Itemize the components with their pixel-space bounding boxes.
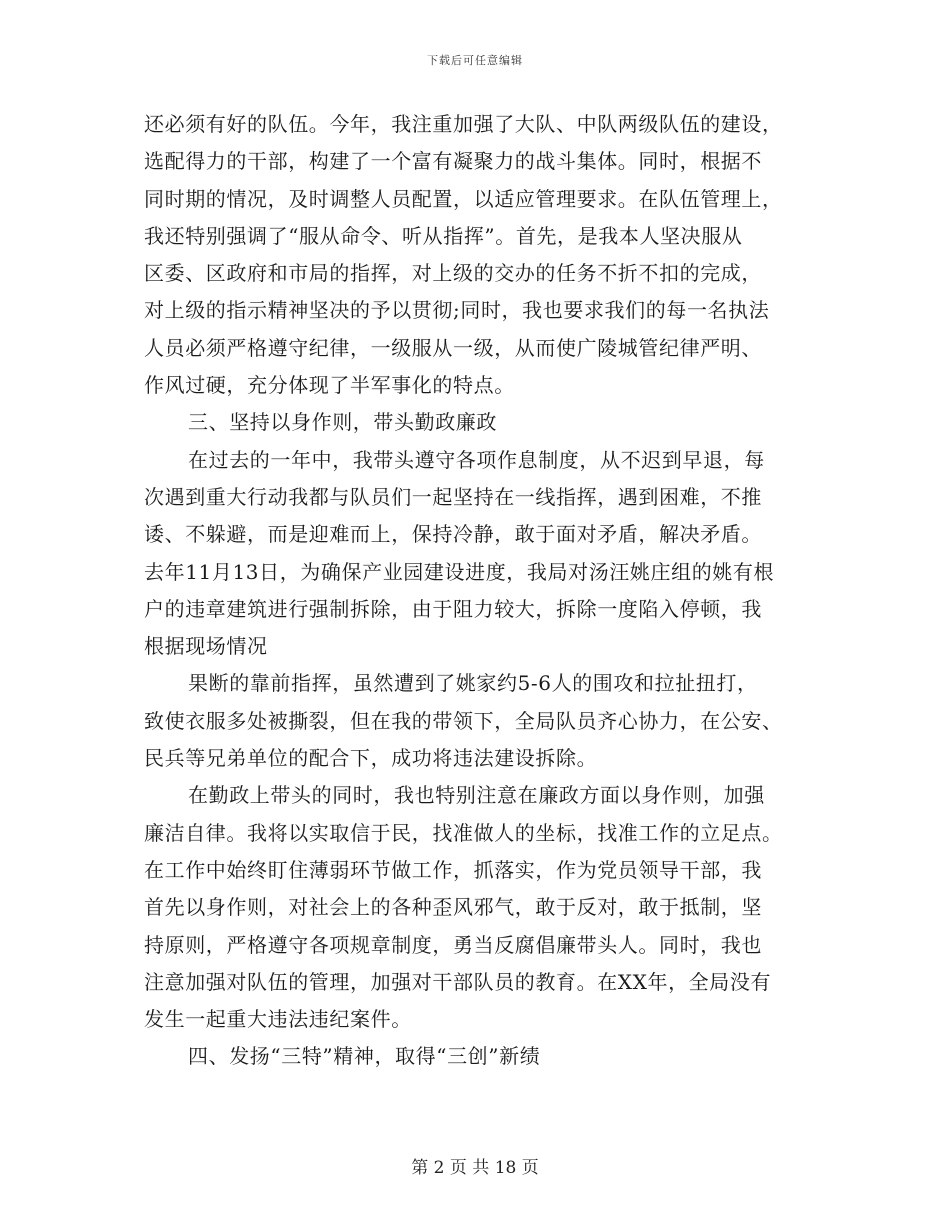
- text-line: 在过去的一年中，我带头遵守各项作息制度，从不迟到早退，每: [188, 447, 765, 472]
- text-line: 廉洁自律。我将以实取信于民，找准做人的坐标，找准工作的立足点。: [144, 820, 783, 845]
- text-line: 我还特别强调了“服从命令、听从指挥”。首先，是我本人坚决服从: [144, 223, 743, 248]
- text-line: 同时期的情况，及时调整人员配置，以适应管理要求。在队伍管理上，: [144, 186, 783, 211]
- text-line: 还必须有好的队伍。今年，我注重加强了大队、中队两级队伍的建设，: [144, 112, 783, 136]
- text-line: 民兵等兄弟单位的配合下，成功将违法建设拆除。: [144, 746, 598, 771]
- page-number: 第 2 页 共 18 页: [411, 1158, 539, 1178]
- text-line: 发生一起重大违法违纪案件。: [144, 1007, 412, 1032]
- section-heading: 三、坚持以身作则，带头勤政廉政: [188, 410, 497, 435]
- text-line: 致使衣服多处被撕裂，但在我的带领下，全局队员齐心协力，在公安、: [144, 708, 783, 733]
- text-line: 对上级的指示精神坚决的予以贯彻;同时，我也要求我们的每一名执法: [144, 298, 770, 323]
- document-body: [144, 106, 814, 1076]
- text-line: 在工作中始终盯住薄弱环节做工作，抓落实，作为党员领导干部，我: [144, 857, 762, 882]
- page-header: 下载后可任意编辑: [427, 54, 523, 67]
- text-line: 选配得力的干部，构建了一个富有凝聚力的战斗集体。同时，根据不: [144, 149, 762, 174]
- text-line: 诿、不躲避，而是迎难而上，保持冷静，敢于面对矛盾，解决矛盾。: [144, 522, 762, 547]
- text-line: 区委、区政府和市局的指挥，对上级的交办的任务不折不扣的完成，: [144, 261, 762, 286]
- text-line: 持原则，严格遵守各项规章制度，勇当反腐倡廉带头人。同时，我也: [144, 932, 762, 957]
- text-line: 次遇到重大行动我都与队员们一起坚持在一线指挥，遇到困难，不推: [144, 484, 762, 509]
- text-line: 根据现场情况: [144, 634, 268, 659]
- text-line: 人员必须严格遵守纪律，一级服从一级，从而使广陵城管纪律严明、: [144, 335, 762, 360]
- text-line: 首先以身作则，对社会上的各种歪风邪气，敢于反对，敢于抵制，坚: [144, 895, 762, 920]
- section-heading: 四、发扬“三特”精神，取得“三创”新绩: [188, 1044, 541, 1069]
- text-line: 果断的靠前指挥，虽然遭到了姚家约5-6人的围攻和拉扯扭打，: [188, 671, 758, 696]
- text-line: 在勤政上带头的同时，我也特别注意在廉政方面以身作则，加强: [188, 783, 765, 808]
- text-line: 注意加强对队伍的管理，加强对干部队员的教育。在XX年，全局没有: [144, 969, 772, 994]
- text-line: 户的违章建筑进行强制拆除，由于阻力较大，拆除一度陷入停顿，我: [144, 596, 762, 621]
- text-line: 去年11月13日，为确保产业园建设进度，我局对汤汪姚庄组的姚有根: [144, 559, 775, 584]
- text-line: 作风过硬，充分体现了半军事化的特点。: [144, 373, 515, 398]
